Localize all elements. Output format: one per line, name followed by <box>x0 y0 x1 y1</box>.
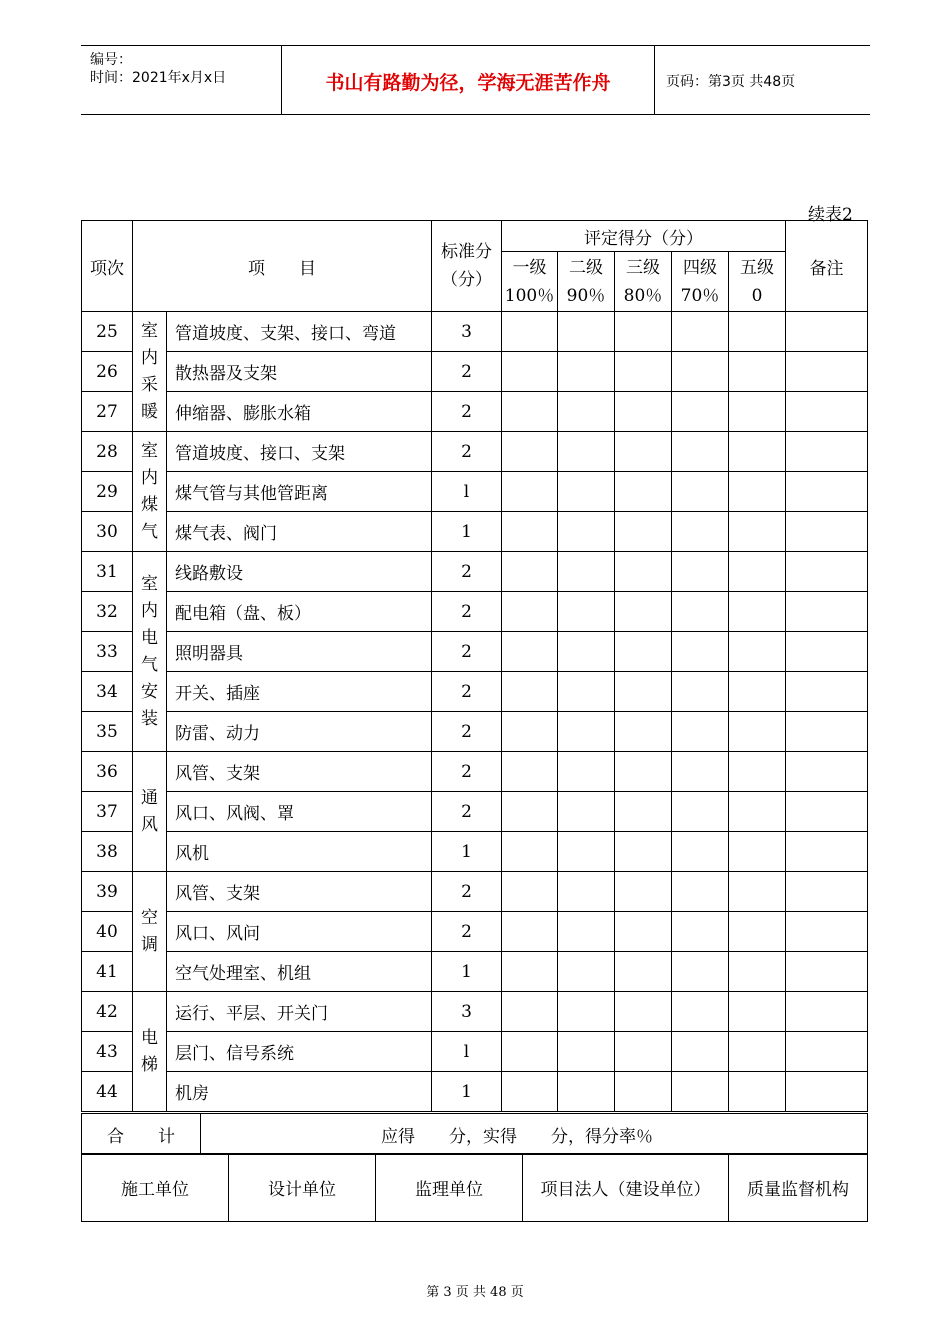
grade-score-cell[interactable] <box>615 392 672 432</box>
row-index: 35 <box>82 712 133 752</box>
grade-score-cell[interactable] <box>672 672 729 712</box>
grade-score-cell[interactable] <box>672 552 729 592</box>
grade-score-cell[interactable] <box>729 432 786 472</box>
grade-name: 五级 <box>740 257 774 278</box>
row-item: 层门、信号系统 <box>167 1032 432 1072</box>
grade-score-cell[interactable] <box>502 312 558 352</box>
row-index: 31 <box>82 552 133 592</box>
grade-score-cell[interactable] <box>502 832 558 872</box>
grade-score-cell[interactable] <box>558 1072 615 1112</box>
table-row <box>82 672 868 712</box>
grade-score-cell[interactable] <box>672 712 729 752</box>
grade-score-cell[interactable] <box>502 872 558 912</box>
grade-score-cell[interactable] <box>558 432 615 472</box>
signature-project-owner: 项目法人（建设单位） <box>523 1154 729 1222</box>
grade-score-cell[interactable] <box>558 392 615 432</box>
row-index: 39 <box>82 872 133 912</box>
grade-score-cell[interactable] <box>502 1032 558 1072</box>
group-label <box>133 432 167 552</box>
grade-score-cell[interactable] <box>502 752 558 792</box>
grade-score-cell[interactable] <box>558 952 615 992</box>
total-label: 合 计 <box>82 1114 201 1155</box>
row-standard-score: 1 <box>432 512 502 552</box>
grade-score-cell[interactable] <box>615 792 672 832</box>
number-label: 编号： <box>90 52 132 68</box>
grade-pct: 90％ <box>566 285 606 306</box>
remarks-cell[interactable] <box>786 632 868 672</box>
row-index: 29 <box>82 472 133 512</box>
grade-score-cell[interactable] <box>558 832 615 872</box>
row-standard-score: l <box>432 472 502 512</box>
remarks-cell[interactable] <box>786 792 868 832</box>
grade-score-cell[interactable] <box>558 792 615 832</box>
row-item: 管道坡度、接口、支架 <box>167 432 432 472</box>
continued-label: 续表2 <box>808 205 853 225</box>
grade-score-cell[interactable] <box>729 592 786 632</box>
row-standard-score: 2 <box>432 432 502 472</box>
grade-name: 四级 <box>683 257 717 278</box>
grade-score-cell[interactable] <box>502 952 558 992</box>
grade-score-cell[interactable] <box>672 312 729 352</box>
signature-supervision-unit: 监理单位 <box>376 1154 523 1222</box>
grade-score-cell[interactable] <box>729 312 786 352</box>
page-footer: 第 3 页 共 48 页 <box>426 1285 524 1300</box>
grade-score-cell[interactable] <box>502 712 558 752</box>
remarks-cell[interactable] <box>786 512 868 552</box>
grade-name: 一级 <box>512 257 547 278</box>
grade-score-cell[interactable] <box>558 512 615 552</box>
row-index: 44 <box>82 1072 133 1112</box>
row-index: 40 <box>82 912 133 952</box>
remarks-cell[interactable] <box>786 992 868 1032</box>
header-divider <box>654 46 655 114</box>
grade-score-cell[interactable] <box>672 792 729 832</box>
grade-score-cell[interactable] <box>729 752 786 792</box>
grade-score-cell[interactable] <box>672 912 729 952</box>
row-item: 机房 <box>167 1072 432 1112</box>
group-label <box>133 752 167 872</box>
table-row <box>82 992 868 1032</box>
grade-score-cell[interactable] <box>558 912 615 952</box>
table-row <box>82 712 868 752</box>
row-standard-score: 2 <box>432 392 502 432</box>
grade-score-cell[interactable] <box>672 392 729 432</box>
table-row <box>82 472 868 512</box>
row-index: 37 <box>82 792 133 832</box>
group-label <box>133 992 167 1112</box>
table-row <box>82 552 868 592</box>
remarks-cell[interactable] <box>786 1072 868 1112</box>
grade-score-cell[interactable] <box>615 712 672 752</box>
row-standard-score: 2 <box>432 552 502 592</box>
row-standard-score: 3 <box>432 992 502 1032</box>
row-index: 43 <box>82 1032 133 1072</box>
grade-score-cell[interactable] <box>672 752 729 792</box>
header-meta <box>90 51 226 87</box>
grade-score-cell[interactable] <box>729 792 786 832</box>
row-item: 风口、风阀、罩 <box>167 792 432 832</box>
signature-table <box>81 1153 868 1222</box>
remarks-cell[interactable] <box>786 472 868 512</box>
row-item: 防雷、动力 <box>167 712 432 752</box>
row-index: 25 <box>82 312 133 352</box>
table-row <box>82 432 868 472</box>
grade-score-cell[interactable] <box>558 632 615 672</box>
grade-score-cell[interactable] <box>502 992 558 1032</box>
remarks-cell[interactable] <box>786 312 868 352</box>
row-standard-score: 1 <box>432 1072 502 1112</box>
remarks-cell[interactable] <box>786 352 868 392</box>
grade-4-header <box>672 252 729 312</box>
grade-score-cell[interactable] <box>615 752 672 792</box>
row-item: 风管、支架 <box>167 872 432 912</box>
grade-score-cell[interactable] <box>502 352 558 392</box>
table-row <box>82 592 868 632</box>
row-index: 26 <box>82 352 133 392</box>
remarks-cell[interactable] <box>786 552 868 592</box>
grade-score-cell[interactable] <box>729 392 786 432</box>
grade-pct: 80％ <box>623 285 663 306</box>
table-row <box>82 792 868 832</box>
group-label <box>133 872 167 992</box>
remarks-cell[interactable] <box>786 1032 868 1072</box>
grade-score-cell[interactable] <box>672 992 729 1032</box>
grade-score-cell[interactable] <box>615 952 672 992</box>
row-item: 配电箱（盘、板） <box>167 592 432 632</box>
remarks-cell[interactable] <box>786 392 868 432</box>
grade-score-cell[interactable] <box>502 672 558 712</box>
row-index: 34 <box>82 672 133 712</box>
grade-pct: 100％ <box>504 285 555 306</box>
table-row <box>82 832 868 872</box>
grade-2-header <box>558 252 615 312</box>
grade-score-cell[interactable] <box>672 432 729 472</box>
remarks-cell[interactable] <box>786 872 868 912</box>
table-row <box>82 312 868 352</box>
grade-score-cell[interactable] <box>729 912 786 952</box>
table-row <box>82 352 868 392</box>
row-index: 42 <box>82 992 133 1032</box>
grade-score-cell[interactable] <box>558 552 615 592</box>
row-standard-score: 2 <box>432 592 502 632</box>
grade-score-cell[interactable] <box>729 1072 786 1112</box>
grade-score-cell[interactable] <box>502 392 558 432</box>
grade-score-cell[interactable] <box>672 512 729 552</box>
row-item: 伸缩器、膨胀水箱 <box>167 392 432 432</box>
grade-score-cell[interactable] <box>672 632 729 672</box>
grade-5-header <box>729 252 786 312</box>
grade-score-cell[interactable] <box>558 712 615 752</box>
time-label: 时间：2021年x月x日 <box>90 70 227 86</box>
row-index: 33 <box>82 632 133 672</box>
grade-score-cell[interactable] <box>729 1032 786 1072</box>
row-standard-score: 2 <box>432 632 502 672</box>
grade-score-cell[interactable] <box>615 872 672 912</box>
grade-pct: 70％ <box>680 285 720 306</box>
row-item: 运行、平层、开关门 <box>167 992 432 1032</box>
grade-score-cell[interactable] <box>672 872 729 912</box>
row-item: 风口、风问 <box>167 912 432 952</box>
header-remarks: 备注 <box>786 221 868 312</box>
row-item: 线路敷设 <box>167 552 432 592</box>
signature-quality-supervision: 质量监督机构 <box>729 1154 868 1222</box>
row-index: 32 <box>82 592 133 632</box>
group-label-text: 室内煤气 <box>141 440 158 542</box>
grade-score-cell[interactable] <box>558 872 615 912</box>
grade-score-cell[interactable] <box>672 352 729 392</box>
grade-score-cell[interactable] <box>615 992 672 1032</box>
remarks-cell[interactable] <box>786 752 868 792</box>
remarks-cell[interactable] <box>786 952 868 992</box>
table-row <box>82 872 868 912</box>
header-motto: 书山有路勤为径，学海无涯苦作舟 <box>325 72 611 94</box>
group-label <box>133 312 167 432</box>
row-standard-score: 2 <box>432 792 502 832</box>
grade-score-cell[interactable] <box>558 312 615 352</box>
grade-score-cell[interactable] <box>558 472 615 512</box>
header-standard-score <box>432 221 502 312</box>
header-page-info: 页码：第3页 共48页 <box>666 74 796 90</box>
grade-score-cell[interactable] <box>615 592 672 632</box>
grade-score-cell[interactable] <box>558 1032 615 1072</box>
remarks-cell[interactable] <box>786 912 868 952</box>
grade-score-cell[interactable] <box>502 1072 558 1112</box>
grade-score-cell[interactable] <box>729 952 786 992</box>
table-row <box>82 632 868 672</box>
table-row <box>82 1032 868 1072</box>
table-row <box>82 392 868 432</box>
table-row <box>82 952 868 992</box>
row-index: 38 <box>82 832 133 872</box>
grade-score-cell[interactable] <box>672 592 729 632</box>
header-rating: 评定得分（分） <box>502 221 786 252</box>
row-index: 28 <box>82 432 133 472</box>
grade-score-cell[interactable] <box>615 552 672 592</box>
grade-score-cell[interactable] <box>729 472 786 512</box>
row-standard-score: 1 <box>432 952 502 992</box>
grade-score-cell[interactable] <box>615 632 672 672</box>
header-item: 项 目 <box>133 221 432 312</box>
grade-score-cell[interactable] <box>502 472 558 512</box>
grade-score-cell[interactable] <box>615 912 672 952</box>
grade-score-cell[interactable] <box>558 592 615 632</box>
grade-score-cell[interactable] <box>672 472 729 512</box>
row-standard-score: l <box>432 1032 502 1072</box>
document-header <box>81 45 870 115</box>
grade-score-cell[interactable] <box>615 1032 672 1072</box>
grade-score-cell[interactable] <box>729 352 786 392</box>
group-label-text: 室内电气安装 <box>141 573 158 729</box>
remarks-cell[interactable] <box>786 712 868 752</box>
remarks-cell[interactable] <box>786 432 868 472</box>
group-label-text: 室内采暖 <box>141 320 158 422</box>
total-table <box>81 1113 868 1155</box>
table-row <box>82 512 868 552</box>
row-standard-score: 2 <box>432 672 502 712</box>
grade-score-cell[interactable] <box>502 512 558 552</box>
grade-score-cell[interactable] <box>502 632 558 672</box>
row-standard-score: 2 <box>432 872 502 912</box>
grade-score-cell[interactable] <box>615 312 672 352</box>
grade-score-cell[interactable] <box>672 952 729 992</box>
row-standard-score: 2 <box>432 712 502 752</box>
grade-score-cell[interactable] <box>615 472 672 512</box>
header-standard-score-text: 标准分（分） <box>441 242 492 290</box>
grade-score-cell[interactable] <box>729 832 786 872</box>
grade-pct: 0 <box>751 285 763 306</box>
row-item: 管道坡度、支架、接口、弯道 <box>167 312 432 352</box>
row-index: 41 <box>82 952 133 992</box>
row-standard-score: 2 <box>432 912 502 952</box>
grade-3-header <box>615 252 672 312</box>
grade-score-cell[interactable] <box>729 872 786 912</box>
row-item: 空气处理室、机组 <box>167 952 432 992</box>
grade-score-cell[interactable] <box>615 432 672 472</box>
group-label-text: 空调 <box>141 907 158 955</box>
header-index: 项次 <box>82 221 133 312</box>
group-label-text: 通风 <box>141 787 158 835</box>
grade-score-cell[interactable] <box>615 832 672 872</box>
grade-score-cell[interactable] <box>502 552 558 592</box>
grade-name: 三级 <box>626 257 660 278</box>
row-item: 照明器具 <box>167 632 432 672</box>
signature-design-unit: 设计单位 <box>229 1154 376 1222</box>
row-item: 煤气表、阀门 <box>167 512 432 552</box>
grade-score-cell[interactable] <box>672 1032 729 1072</box>
row-item: 风机 <box>167 832 432 872</box>
row-standard-score: 2 <box>432 352 502 392</box>
grade-score-cell[interactable] <box>502 792 558 832</box>
grade-score-cell[interactable] <box>615 672 672 712</box>
grade-score-cell[interactable] <box>729 512 786 552</box>
table-row <box>82 912 868 952</box>
grade-score-cell[interactable] <box>558 352 615 392</box>
grade-score-cell[interactable] <box>615 352 672 392</box>
grade-score-cell[interactable] <box>558 672 615 712</box>
row-index: 27 <box>82 392 133 432</box>
table-row <box>82 1072 868 1112</box>
row-standard-score: 3 <box>432 312 502 352</box>
grade-score-cell[interactable] <box>502 432 558 472</box>
row-item: 风管、支架 <box>167 752 432 792</box>
row-item: 开关、插座 <box>167 672 432 712</box>
row-item: 煤气管与其他管距离 <box>167 472 432 512</box>
grade-1-header <box>502 252 558 312</box>
grade-score-cell[interactable] <box>672 1072 729 1112</box>
row-standard-score: 2 <box>432 752 502 792</box>
row-standard-score: 1 <box>432 832 502 872</box>
grade-score-cell[interactable] <box>729 632 786 672</box>
grade-score-cell[interactable] <box>502 592 558 632</box>
row-index: 36 <box>82 752 133 792</box>
remarks-cell[interactable] <box>786 592 868 632</box>
grade-score-cell[interactable] <box>502 912 558 952</box>
row-index: 30 <box>82 512 133 552</box>
table-row <box>82 752 868 792</box>
scoring-table <box>81 220 868 1112</box>
remarks-cell[interactable] <box>786 832 868 872</box>
grade-score-cell[interactable] <box>558 752 615 792</box>
group-label <box>133 552 167 752</box>
grade-score-cell[interactable] <box>558 992 615 1032</box>
remarks-cell[interactable] <box>786 672 868 712</box>
row-item: 散热器及支架 <box>167 352 432 392</box>
grade-score-cell[interactable] <box>729 672 786 712</box>
group-label-text: 电梯 <box>141 1027 158 1075</box>
grade-score-cell[interactable] <box>672 832 729 872</box>
grade-score-cell[interactable] <box>729 712 786 752</box>
grade-score-cell[interactable] <box>615 512 672 552</box>
signature-construction-unit: 施工单位 <box>82 1154 229 1222</box>
grade-name: 二级 <box>569 257 603 278</box>
grade-score-cell[interactable] <box>729 992 786 1032</box>
grade-score-cell[interactable] <box>729 552 786 592</box>
grade-score-cell[interactable] <box>615 1072 672 1112</box>
total-text: 应得 分，实得 分，得分率％ <box>201 1114 868 1155</box>
